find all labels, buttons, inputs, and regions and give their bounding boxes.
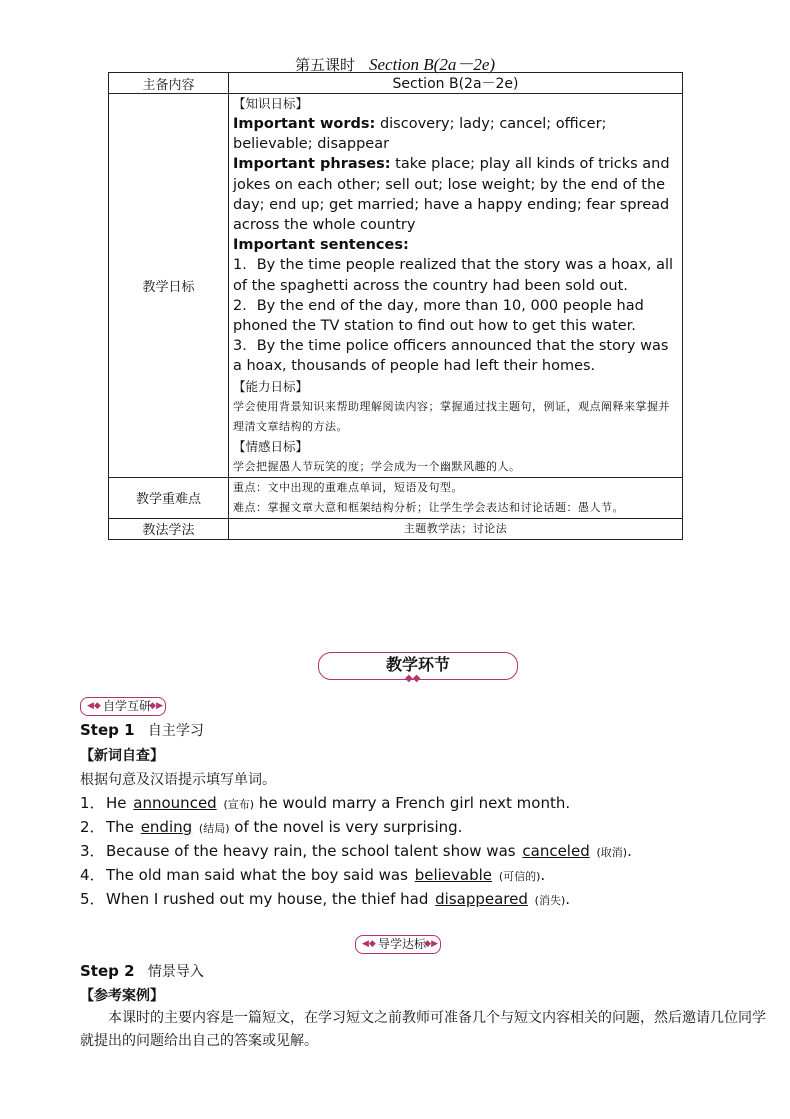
sentences-label: Important sentences: (233, 237, 409, 254)
section-banner: 教学环节 (318, 652, 518, 680)
case-heading: 【参考案例】 (80, 988, 164, 1004)
table-row (109, 518, 683, 539)
ability-heading: 【能力日标】 (233, 378, 309, 394)
ability-text: 学会使用背景知识来帮助理解阅读内容；掌握通过找主题句，例证，观点阐释来掌握并理清文章结构的方法。 (233, 399, 670, 433)
arrow-right-icon: ◆▶ (424, 939, 439, 949)
keypoints-cell (229, 477, 683, 518)
keypoint-item: 重点：文中出现的重难点单词，短语及句型。 (233, 480, 463, 494)
arrow-right-icon: ◆▶ (149, 701, 164, 711)
lesson-plan-table (108, 72, 683, 540)
page-title: 第五课时 Section B(2a－2e) (294, 55, 496, 74)
exercise-item: 3．Because of the heavy rain, the school talent show was canceled (取消). (80, 842, 632, 860)
exercise-item: 2．The ending (结局) of the novel is very surprising. (80, 818, 463, 836)
arrow-left-icon: ◀◆ (362, 939, 376, 949)
header-value: Section B(2a－2e) (229, 73, 683, 94)
keypoints-label: 教学重难点 (109, 477, 229, 518)
table-row (109, 94, 683, 478)
keypoint-item: 难点：掌握文章大意和框架结构分析；让学生学会表达和讨论话题：愚人节。 (233, 500, 624, 514)
exercise-item: 1．He announced (宣布) he would marry a French girl next month. (80, 794, 571, 812)
exercise-item: 4．The old man said what the boy said was believable (可信的). (80, 866, 546, 884)
sentence-item: 3．By the time police officers announced that the story was a hoax, thousands of people had left their homes. (233, 338, 669, 375)
tag-self-study: ◀◆ 自学互研 ◆▶ (80, 697, 166, 716)
answer-blank: canceled (522, 842, 590, 860)
table-row (109, 73, 683, 94)
answer-blank: ending (140, 818, 193, 836)
arrow-left-icon: ◀◆ (87, 701, 101, 711)
goals-label: 教学日标 (109, 94, 229, 478)
step2-heading: Step 2 情景导入 (80, 962, 204, 980)
phrases-block: Important phrases: take place; play all kinds of tricks and jokes on each other; sell out; lose weight; by the end of the day; end up; get married; have a happy ending; fear spread across the whole country (233, 156, 670, 234)
answer-blank: announced (133, 794, 217, 812)
table-row (109, 477, 683, 518)
methods-value: 主题教学法；讨论法 (229, 518, 683, 539)
header-label: 主备内容 (109, 73, 229, 94)
emotion-heading: 【情感日标】 (233, 438, 309, 454)
knowledge-heading: 【知识日标】 (233, 96, 309, 111)
step1-heading: Step 1 自主学习 (80, 721, 204, 739)
sentence-item: 2．By the end of the day, more than 10, 000 people had phoned the TV station to find out how to get this water. (233, 297, 644, 335)
answer-blank: disappeared (435, 890, 528, 908)
methods-label: 教法学法 (109, 518, 229, 539)
vocab-heading: 【新词自查】 (80, 748, 164, 764)
diamond-ornament-icon: ◆◆ (405, 673, 421, 684)
answer-blank: believable (414, 866, 493, 884)
emotion-text: 学会把握愚人节玩笑的度；学会成为一个幽默风趣的人。 (233, 459, 521, 473)
goals-cell (229, 94, 683, 478)
exercise-item: 5．When I rushed out my house, the thief had disappeared (消失). (80, 890, 571, 908)
tag-guided-learning: ◀◆ 导学达标 ◆▶ (355, 935, 441, 954)
words-block: Important words: discovery; lady; cancel; officer; believable; disappear (233, 116, 607, 153)
case-paragraph: 本课时的主要内容是一篇短文，在学习短文之前教师可准备几个与短文内容相关的问题，然后邀请几位同学就提出的问题给出自己的答案或见解。 (80, 1010, 766, 1049)
vocab-instructions: 根据句意及汉语提示填写单词。 (80, 772, 276, 788)
sentence-item: 1．By the time people realized that the story was a hoax, all of the spaghetti across the country had been sold out. (233, 257, 674, 294)
